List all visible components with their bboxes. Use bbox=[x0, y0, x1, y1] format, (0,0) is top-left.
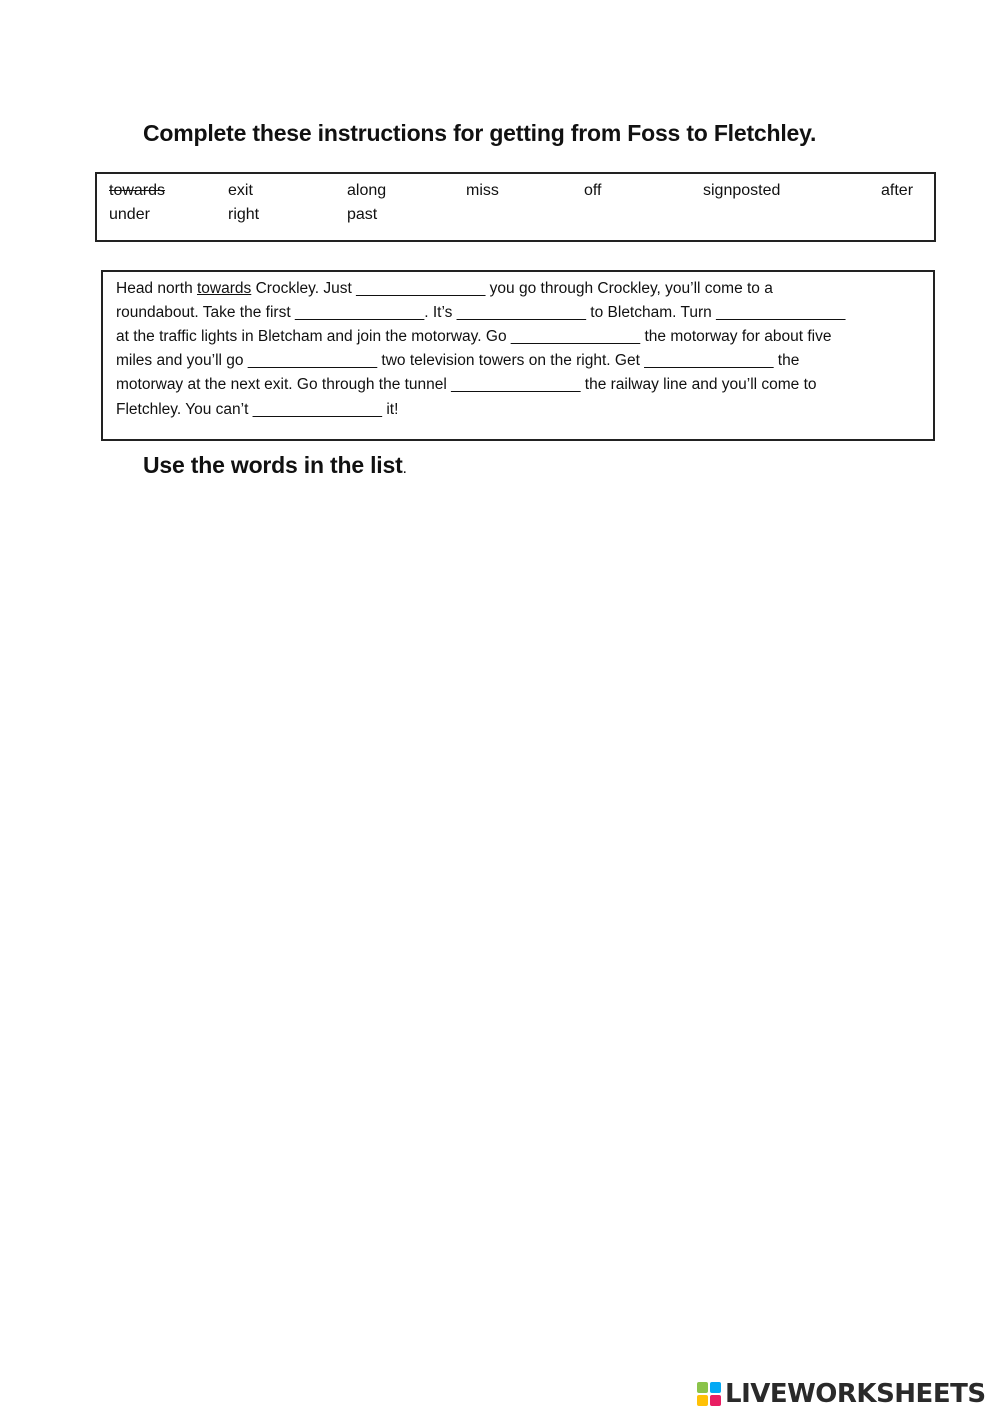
instructions-text-box bbox=[101, 270, 935, 441]
text-line: at the traffic lights in Bletcham and join the motorway. Go _______________ the motorway for about five bbox=[116, 328, 832, 345]
logo-square bbox=[697, 1395, 708, 1406]
word-bank-item: miss bbox=[466, 182, 499, 199]
logo-square bbox=[710, 1395, 721, 1406]
instruction-text: Use the words in the list bbox=[143, 452, 403, 478]
instruction-note bbox=[143, 452, 407, 479]
text-line bbox=[116, 280, 773, 298]
page-title: Complete these instructions for getting from Foss to Fletchley. bbox=[143, 120, 817, 146]
word-bank-item: signposted bbox=[703, 182, 781, 199]
word-bank-box bbox=[95, 172, 936, 242]
text-line: Fletchley. You can’t _______________ it! bbox=[116, 401, 399, 418]
logo-square bbox=[710, 1382, 721, 1393]
logo-square bbox=[697, 1382, 708, 1393]
word-bank-item: along bbox=[347, 182, 387, 199]
word-bank-item: under bbox=[109, 206, 150, 223]
text-line: miles and you’ll go _______________ two television towers on the right. Get _______________ the bbox=[116, 352, 800, 369]
word-bank-item: right bbox=[228, 206, 260, 223]
logo-text: LIVEWORKSHEETS bbox=[725, 1379, 986, 1409]
logo-squares-icon bbox=[697, 1382, 721, 1406]
instruction-punct: . bbox=[402, 460, 407, 477]
text-line: roundabout. Take the first _______________. It’s _______________ to Bletcham. Turn _______________ bbox=[116, 304, 846, 321]
word-bank-item: exit bbox=[228, 182, 253, 199]
liveworksheets-logo bbox=[697, 1378, 986, 1410]
word-bank-item: off bbox=[584, 182, 602, 199]
word-bank-item: past bbox=[347, 206, 378, 223]
word-bank-item: towards bbox=[109, 182, 166, 199]
text-line: motorway at the next exit. Go through the tunnel _______________ the railway line and you’ll come to bbox=[116, 376, 817, 393]
text-segment: Crockley. Just _______________ you go through Crockley, you’ll come to a bbox=[251, 280, 773, 297]
example-answer: towards bbox=[197, 280, 252, 297]
word-bank-item: after bbox=[881, 182, 914, 199]
text-segment: Head north bbox=[116, 280, 197, 297]
